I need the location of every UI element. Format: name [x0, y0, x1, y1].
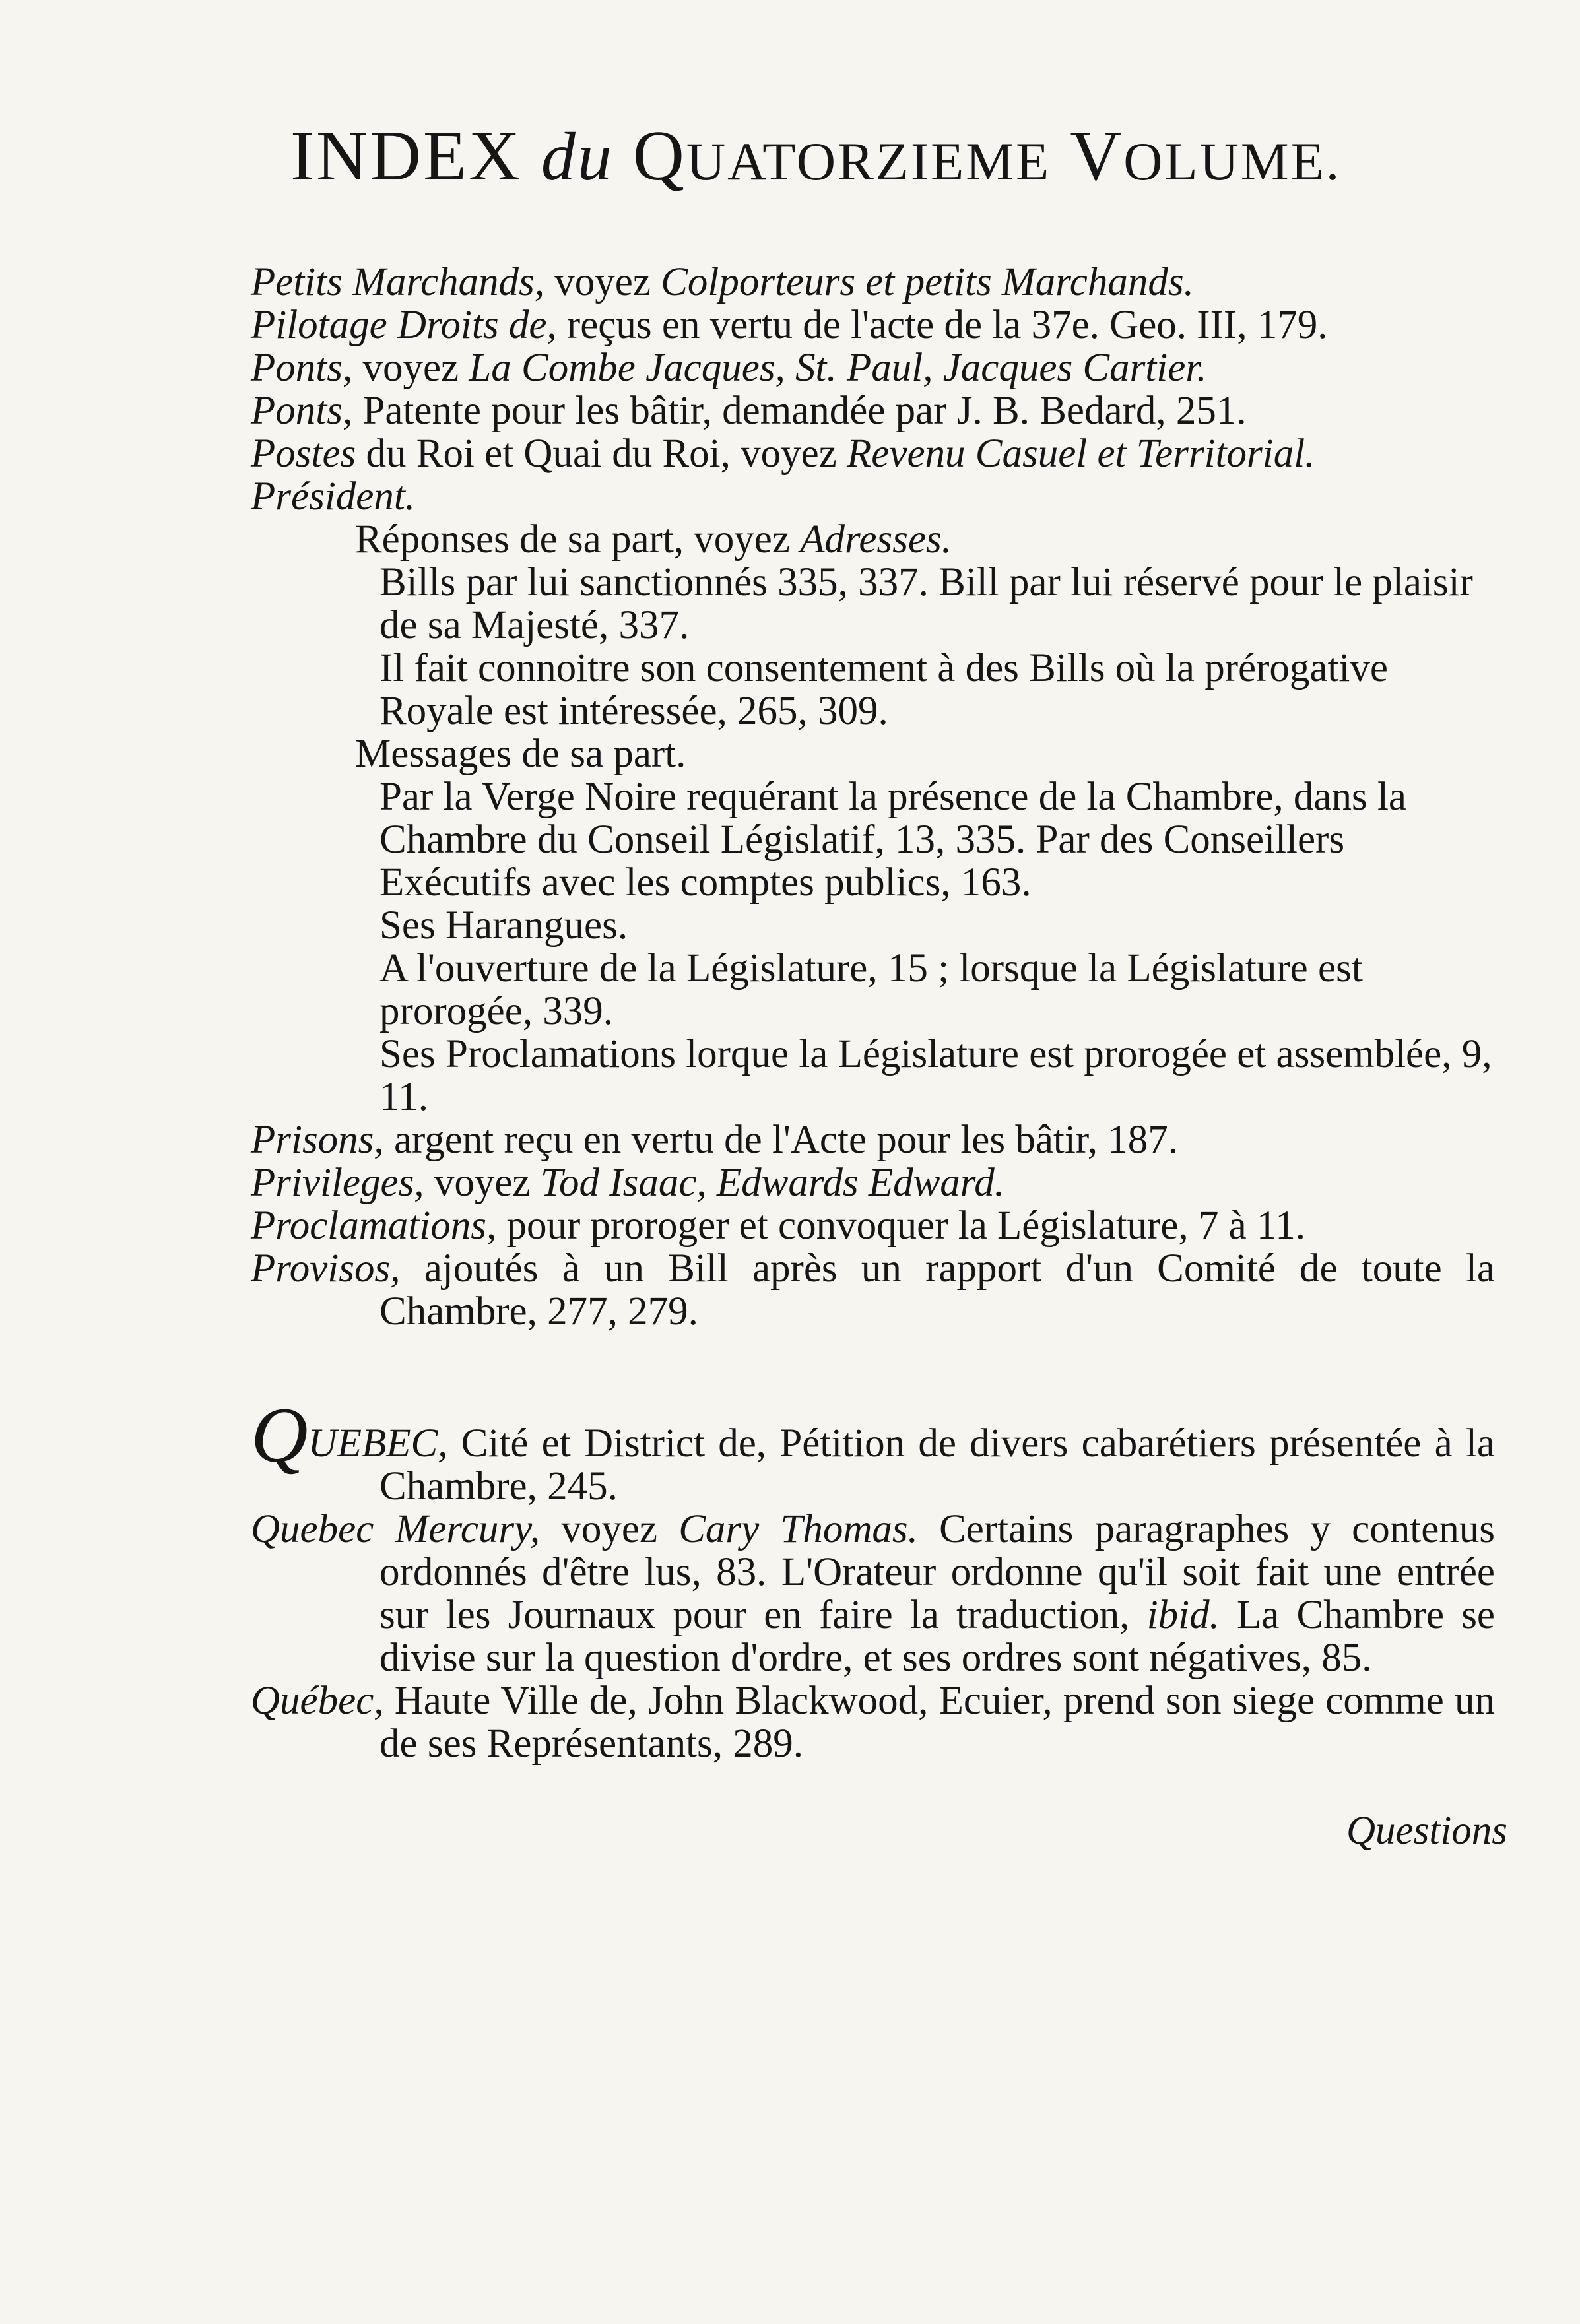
sub-text: Réponses de sa part, voyez — [355, 517, 801, 562]
sub-text: Par la Verge Noire requérant la présence de la Chambre, dans la Chambre du Conseil Législatif, 13, 335. Par des Conseillers Exécutifs avec les comptes publics, 163. — [379, 775, 1406, 905]
section-gap — [251, 1333, 1495, 1415]
entry-text: La Chambre se divise sur la question d'ordre, et ses ordres sont négatives, 85. — [379, 1593, 1496, 1680]
title-initial-q: Q — [632, 117, 686, 195]
entry-head: Proclamations, — [251, 1204, 497, 1248]
index-entry — [251, 304, 1495, 346]
page-title — [290, 115, 1492, 197]
entry-ref: Tod Isaac, Edwards Edward. — [540, 1161, 1005, 1205]
president-sub-entry — [251, 732, 1495, 775]
index-content — [251, 261, 1495, 1765]
index-entry — [251, 1118, 1495, 1161]
entry-head: Prisons, — [251, 1118, 384, 1162]
entry-text: voyez — [540, 1507, 679, 1551]
entry-head: Ponts, — [251, 389, 353, 433]
title-word-index: INDEX — [290, 117, 522, 195]
entry-ref: Cary Thomas. — [678, 1507, 918, 1551]
entry-text: Haute Ville de, John Blackwood, Ecuier, prend son siege comme un de ses Représentants, 289. — [379, 1679, 1495, 1766]
index-entry-quebec-mercury — [251, 1508, 1495, 1679]
index-entry — [251, 1161, 1495, 1204]
index-entry-quebec — [251, 1391, 1495, 1508]
entry-text: pour proroger et convoquer la Législature, 7 à 11. — [496, 1204, 1305, 1248]
entry-text: Cité et District de, Pétition de divers cabarétiers présentée à la Chambre, 245. — [379, 1421, 1495, 1508]
sub-text: Il fait connoitre son consentement à des Bills où la prérogative Royale est intéressée, 265, 309. — [379, 646, 1388, 733]
entry-head: Provisos, — [251, 1246, 401, 1291]
entry-ibid: ibid. — [1146, 1593, 1220, 1637]
entry-head: Privileges, — [251, 1161, 424, 1205]
president-sub-entry — [251, 947, 1495, 1033]
entry-text: argent reçu en vertu de l'Acte pour les bâtir, 187. — [383, 1118, 1178, 1162]
entry-head: Quebec Mercury, — [251, 1507, 541, 1551]
president-sub-entry — [251, 775, 1495, 904]
entry-head: Québec, — [251, 1679, 384, 1723]
president-sub-entry — [251, 561, 1495, 647]
entry-ref: La Combe Jacques, St. Paul, Jacques Cartier. — [469, 346, 1207, 390]
entry-head: Président. — [251, 474, 416, 519]
drop-initial-q: Q — [251, 1391, 308, 1479]
title-word-volume: OLUME. — [1123, 131, 1342, 191]
entry-head: UEBEC, — [308, 1421, 448, 1466]
title-word-quatorzieme: UATORZIEME — [686, 131, 1051, 191]
entry-head: Petits Marchands, — [251, 260, 545, 304]
index-entry — [251, 1247, 1495, 1333]
entry-text: voyez — [424, 1161, 541, 1205]
entry-text: ajoutés à un Bill après un rapport d'un Comité de toute la Chambre, 277, 279. — [379, 1246, 1495, 1334]
index-entry — [251, 1204, 1495, 1247]
index-entry — [251, 432, 1495, 475]
entry-head: Ponts, — [251, 346, 353, 390]
entry-text: reçus en vertu de l'acte de la 37e. Geo. III, 179. — [556, 303, 1328, 347]
president-sub-entry — [251, 518, 1495, 561]
sub-text: Ses Proclamations lorque la Législature est prorogée et assemblée, 9, 11. — [379, 1032, 1492, 1119]
catchword: Questions — [1346, 1809, 1507, 1853]
index-entry — [251, 346, 1495, 389]
entry-text: voyez — [544, 260, 661, 304]
index-entry — [251, 389, 1495, 432]
sub-text: Bills par lui sanctionnés 335, 337. Bill par lui réservé pour le plaisir de sa Majesté, 337. — [379, 560, 1473, 647]
entry-text: Patente pour les bâtir, demandée par J. B. Bedard, 251. — [352, 389, 1247, 433]
title-word-du: du — [541, 119, 614, 195]
sub-text: Ses Harangues. — [379, 903, 628, 948]
entry-head: Pilotage Droits de, — [251, 303, 557, 347]
entry-text: Certains paragraphes y contenus ordonnés d'être lus, 83. L'Orateur ordonne qu'il soit fait une entrée sur les Journaux pour en faire la traduction, — [379, 1507, 1496, 1637]
president-sub-entry — [251, 904, 1495, 947]
index-entry-quebec-haute-ville — [251, 1679, 1495, 1765]
sub-text: Messages de sa part. — [355, 732, 686, 776]
entry-text: voyez — [352, 346, 469, 390]
title-initial-v: V — [1070, 117, 1124, 195]
entry-head: Postes — [251, 432, 356, 476]
president-sub-entry — [251, 647, 1495, 732]
index-entry — [251, 475, 1495, 518]
president-sub-entry — [251, 1033, 1495, 1118]
sub-text: A l'ouverture de la Législature, 15 ; lorsque la Législature est prorogée, 339. — [379, 946, 1363, 1033]
sub-ref: Adresses. — [800, 517, 952, 562]
index-entry — [251, 261, 1495, 304]
entry-ref: Revenu Casuel et Territorial. — [847, 432, 1315, 476]
entry-ref: Colporteurs et petits Marchands. — [661, 260, 1194, 304]
entry-text: du Roi et Quai du Roi, voyez — [356, 432, 847, 476]
